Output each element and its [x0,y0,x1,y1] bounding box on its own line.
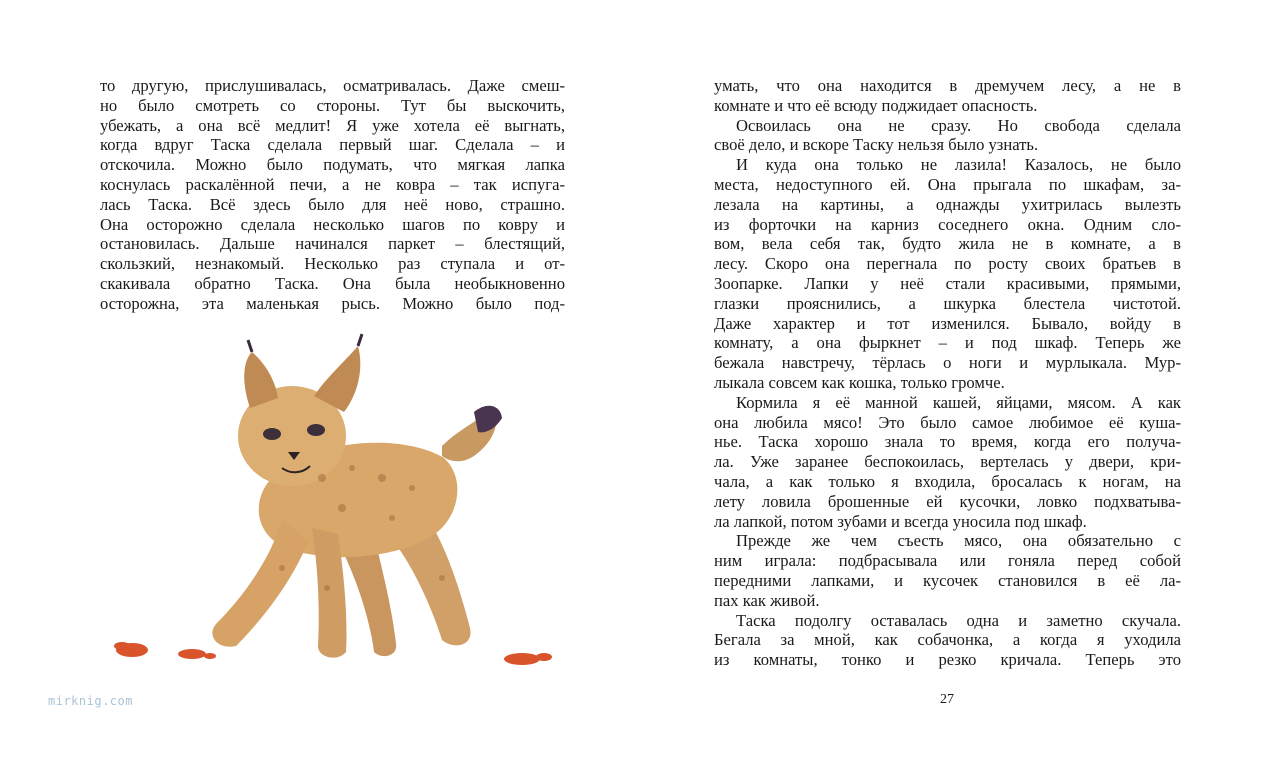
text-line: лась Таска. Всё здесь было для неё ново, страшно. [100,194,565,214]
text-line: вом, вела себя так, будто жила не в комнате, а в [714,234,1181,254]
text-line: скользкий, незнакомый. Несколько раз ступала и от- [100,254,565,274]
text-line: коснулась раскалённой печи, а не ковра – так испуга- [100,174,565,194]
text-line: но было смотреть со стороны. Тут бы выскочить, [100,95,565,115]
text-line: из комнаты, тонко и резко кричала. Теперь это [714,650,1181,670]
text-line: чала, а как только я входила, бросалась к ногам, на [714,471,1181,491]
text-line: комнату, а она фыркнет – и под шкаф. Теперь же [714,333,1181,353]
text-line: то другую, прислушивалась, осматривалась. Даже смеш- [100,76,565,95]
text-line: Кормила я её манной кашей, яйцами, мясом. А как [736,392,1181,412]
right-page-text [714,76,1181,670]
text-line: убежать, а она всё медлит! Я уже хотела её выгнать, [100,115,565,135]
text-line: она любила мясо! Это было самое любимое её куша- [714,412,1181,432]
text-line: глазки прояснились, а шкурка блестела чистотой. [714,293,1181,313]
text-line: из форточки на карниз соседнего окна. Одним сло- [714,214,1181,234]
page-number: 27 [940,692,954,707]
watermark: mirknig.com [48,694,133,708]
text-line: ним играла: подбрасывала или гоняла перед собой [714,551,1181,571]
text-line: бежала навстречу, тёрлась о ноги и мурлыкала. Мур- [714,353,1181,373]
text-line: Бегала за мной, как собачонка, а когда я уходила [714,630,1181,650]
text-line: лету ловила брошенные ей кусочки, ловко подхватыва- [714,491,1181,511]
right-page [640,0,1280,771]
text-line: пах как живой. [714,590,820,610]
text-line: когда вдруг Таска сделала первый шаг. Сделала – и [100,135,565,155]
text-line: нье. Таска хорошо знала то время, когда его получа- [714,432,1181,452]
text-line: комнате и что её всюду поджидает опасность. [714,95,1038,115]
text-line: И куда она только не лазила! Казалось, не было [736,155,1181,175]
text-line: лесу. Скоро она перегнала по росту своих братьев в [714,254,1181,274]
text-line: лыкала совсем как кошка, только громче. [714,372,1005,392]
text-line: отскочила. Можно было подумать, что мягкая лапка [100,155,565,175]
text-line: Таска подолгу оставалась одна и заметно скучала. [736,610,1181,630]
text-line: Прежде же чем съесть мясо, она обязательно с [736,531,1181,551]
left-page-text [100,76,565,314]
text-line: остановилась. Дальше начинался паркет – блестящий, [100,234,565,254]
text-line: скакивала обратно Таска. Она была необыкновенно [100,273,565,293]
text-line: места, недоступного ей. Она прыгала по шкафам, за- [714,174,1181,194]
text-line: своё дело, и вскоре Таску нельзя было узнать. [714,135,1039,155]
text-line: осторожна, эта маленькая рысь. Можно было под- [100,293,565,313]
text-line: умать, что она находится в дремучем лесу, а не в [714,76,1181,95]
lynx-kitten-illustration [82,328,562,688]
text-line: Она осторожно сделала несколько шагов по ковру и [100,214,565,234]
text-line: Освоилась она не сразу. Но свобода сделала [736,115,1181,135]
text-line: Даже характер и тот изменился. Бывало, войду в [714,313,1181,333]
text-line: лезала на картины, а однажды ухитрилась вылезть [714,194,1181,214]
text-line: ла лапкой, потом зубами и всегда уносила под шкаф. [714,511,1087,531]
text-line: Зоопарке. Лапки у неё стали красивыми, прямыми, [714,273,1181,293]
text-line: передними лапками, и кусочек становился в её ла- [714,570,1181,590]
text-line: ла. Уже заранее беспокоилась, вертелась у двери, кри- [714,452,1181,472]
